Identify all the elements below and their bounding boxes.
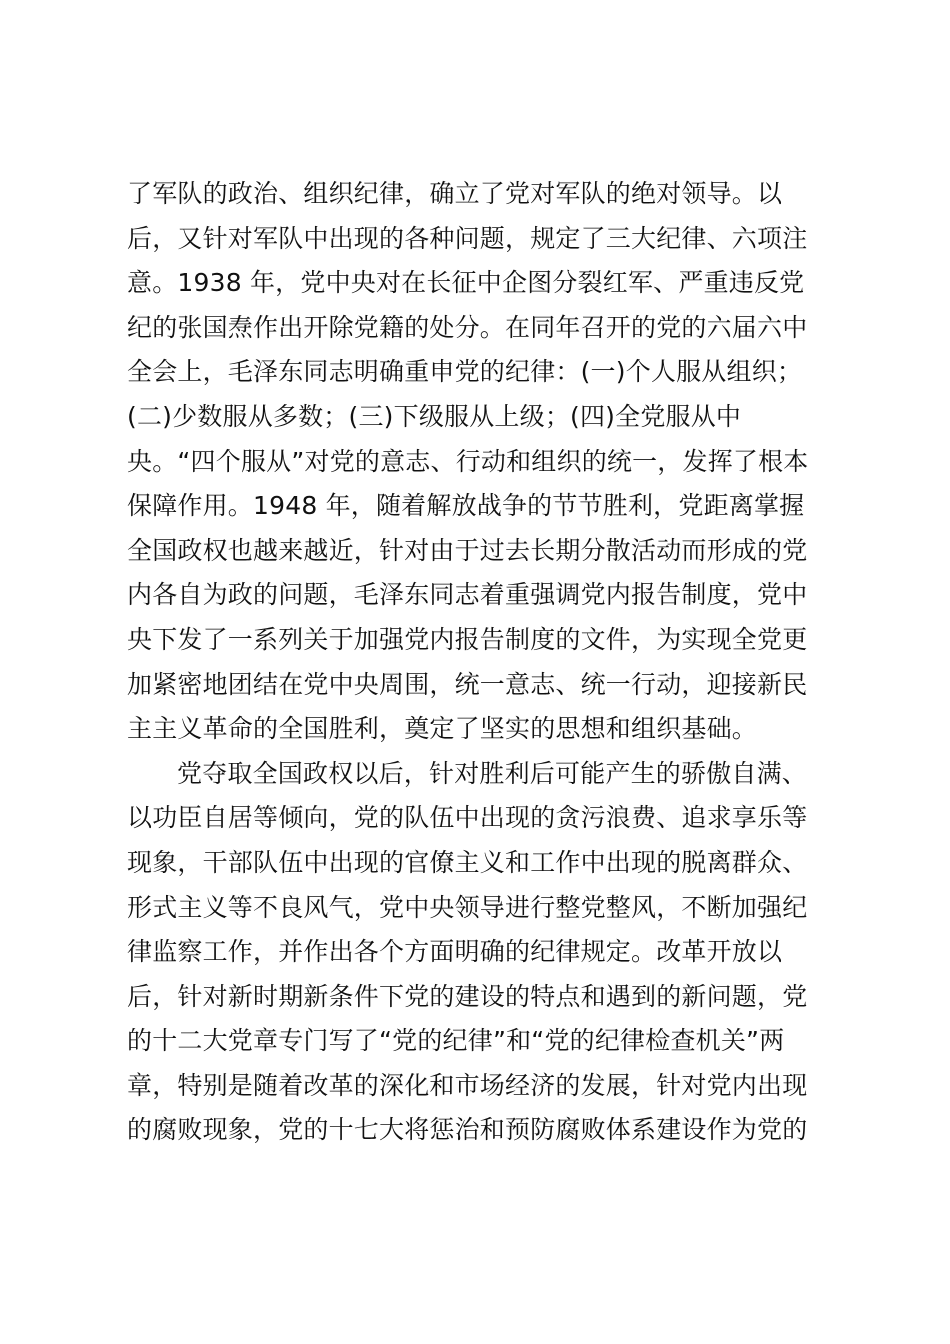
text-line: 后，针对新时期新条件下党的建设的特点和遇到的新问题，党 bbox=[127, 981, 808, 1011]
text-line: 央下发了一系列关于加强党内报告制度的文件，为实现全党更 bbox=[127, 624, 808, 654]
text-line: 律监察工作，并作出各个方面明确的纪律规定。改革开放以 bbox=[127, 937, 783, 967]
text-line: 现象，干部队伍中出现的官僚主义和工作中出现的脱离群众、 bbox=[127, 847, 808, 877]
text-line: (二)少数服从多数；(三)下级服从上级；(四)全党服从中 bbox=[127, 401, 742, 431]
text-line: 全会上，毛泽东同志明确重申党的纪律：(一)个人服从组织； bbox=[127, 357, 803, 387]
paragraph-1 bbox=[127, 172, 827, 752]
text-line: 纪的张国焘作出开除党籍的处分。在同年召开的党的六届六中 bbox=[127, 312, 808, 342]
text-line: 加紧密地团结在党中央周围，统一意志、统一行动，迎接新民 bbox=[127, 669, 808, 699]
text-line: 保障作用。1948 年，随着解放战争的节节胜利，党距离掌握 bbox=[127, 491, 805, 521]
text-line: 以功臣自居等倾向，党的队伍中出现的贪污浪费、追求享乐等 bbox=[127, 803, 808, 833]
paragraph-2 bbox=[127, 752, 827, 1153]
text-line: 形式主义等不良风气，党中央领导进行整党整风，不断加强纪 bbox=[127, 892, 808, 922]
text-line: 意。1938 年，党中央对在长征中企图分裂红军、严重违反党 bbox=[127, 268, 805, 298]
text-line: 后，又针对军队中出现的各种问题，规定了三大纪律、六项注 bbox=[127, 223, 808, 253]
text-line: 的十二大党章专门写了“党的纪律”和“党的纪律检查机关”两 bbox=[127, 1026, 785, 1056]
text-line: 主主义革命的全国胜利，奠定了坚实的思想和组织基础。 bbox=[127, 714, 758, 744]
text-line: 的腐败现象，党的十七大将惩治和预防腐败体系建设作为党的 bbox=[127, 1115, 808, 1145]
text-line: 央。“四个服从”对党的意志、行动和组织的统一，发挥了根本 bbox=[127, 446, 809, 476]
text-line: 章，特别是随着改革的深化和市场经济的发展，针对党内出现 bbox=[127, 1070, 808, 1100]
body-text bbox=[127, 172, 827, 1153]
text-line: 内各自为政的问题，毛泽东同志着重强调党内报告制度，党中 bbox=[127, 580, 808, 610]
text-line: 了军队的政治、组织纪律，确立了党对军队的绝对领导。以 bbox=[127, 179, 783, 208]
text-line: 全国政权也越来越近，针对由于过去长期分散活动而形成的党 bbox=[127, 535, 808, 565]
text-line: 党夺取全国政权以后，针对胜利后可能产生的骄傲自满、 bbox=[177, 758, 808, 788]
